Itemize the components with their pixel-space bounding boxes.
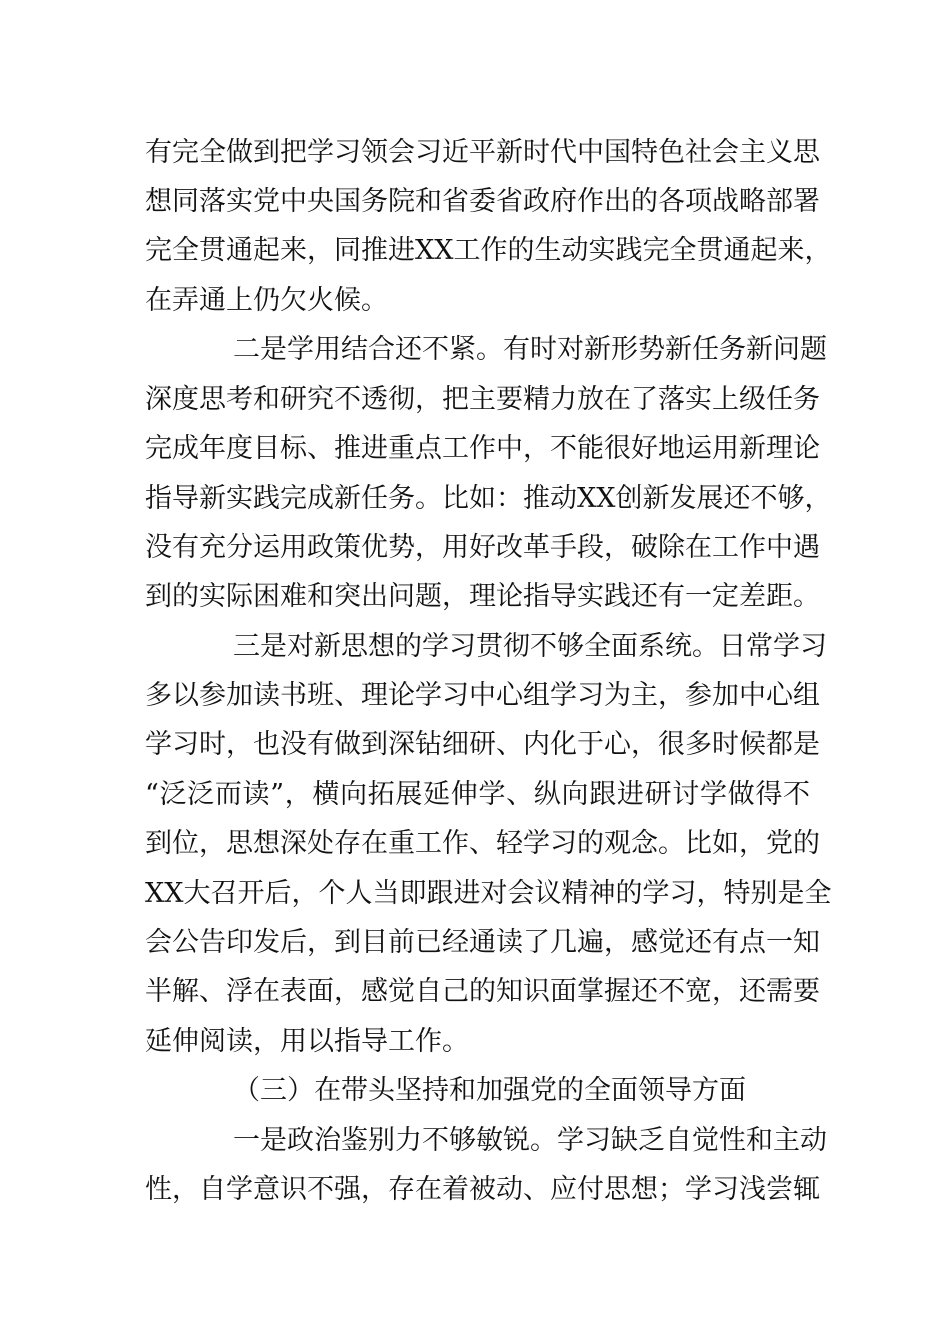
paragraph-start-line: 一是政治鉴别力不够敏锐。学习缺乏自觉性和主动	[233, 1125, 827, 1156]
text-line: 深度思考和研究不透彻，把主要精力放在了落实上级任务	[145, 384, 820, 415]
text-line: 半解、浮在表面，感觉自己的知识面掌握还不宽，还需要	[145, 976, 820, 1007]
text-line: 会公告印发后，到目前已经通读了几遍，感觉还有点一知	[145, 927, 820, 958]
text-line: 学习时，也没有做到深钻细研、内化于心，很多时候都是	[145, 729, 820, 760]
text-line: 延伸阅读，用以指导工作。	[145, 1026, 469, 1057]
text-line: 想同落实党中央国务院和省委省政府作出的各项战略部署	[145, 186, 820, 217]
text-line: 指导新实践完成新任务。比如：推动XX创新发展还不够，	[145, 483, 832, 514]
paragraph-start-line: 二是学用结合还不紧。有时对新形势新任务新问题	[233, 334, 827, 365]
text-line: 性，自学意识不强，存在着被动、应付思想；学习浅尝辄	[145, 1174, 820, 1205]
text-line: 完全贯通起来，同推进XX工作的生动实践完全贯通起来，	[145, 235, 832, 266]
text-line: 到位，思想深处存在重工作、轻学习的观念。比如，党的	[145, 828, 820, 859]
text-line: 没有充分运用政策优势，用好改革手段，破除在工作中遇	[145, 532, 820, 563]
text-line: 在弄通上仍欠火候。	[145, 285, 388, 316]
text-line: “泛泛而读”，横向拓展延伸学、纵向跟进研讨学做得不	[145, 779, 810, 810]
text-line: 多以参加读书班、理论学习中心组学习为主，参加中心组	[145, 680, 820, 711]
text-line: 到的实际困难和突出问题，理论指导实践还有一定差距。	[145, 581, 820, 612]
text-line: 有完全做到把学习领会习近平新时代中国特色社会主义思	[145, 137, 820, 168]
text-line: XX大召开后，个人当即跟进对会议精神的学习，特别是全	[145, 878, 832, 909]
paragraph-start-line: 三是对新思想的学习贯彻不够全面系统。日常学习	[233, 631, 827, 662]
text-line: 完成年度目标、推进重点工作中，不能很好地运用新理论	[145, 433, 820, 464]
section-heading: （三）在带头坚持和加强党的全面领导方面	[233, 1075, 746, 1106]
